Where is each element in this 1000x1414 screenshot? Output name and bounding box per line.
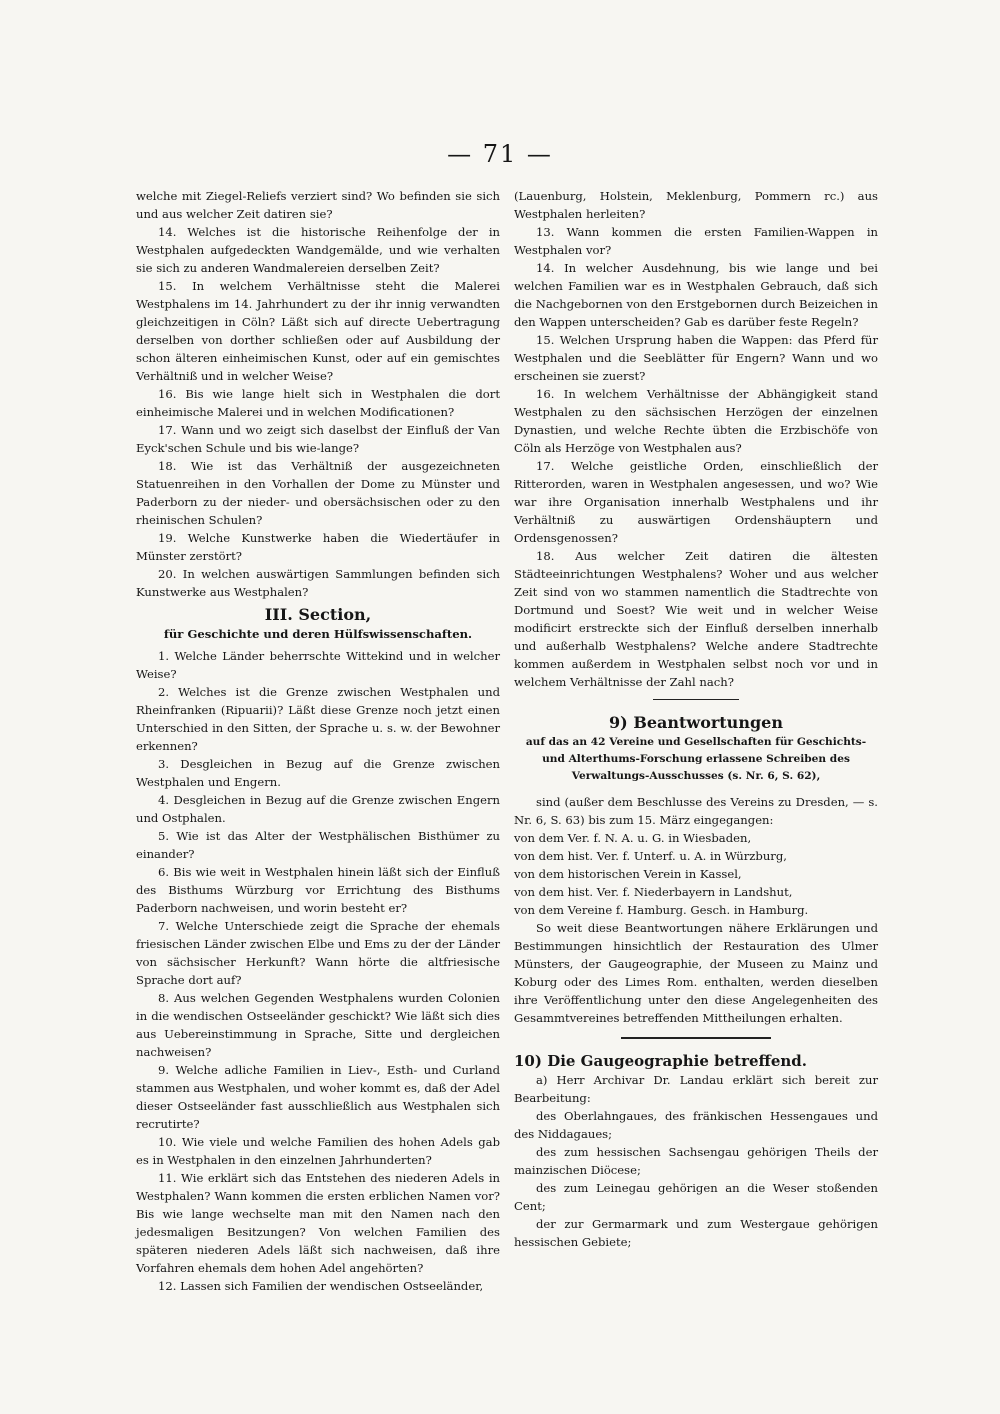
- paragraph: sind (außer dem Beschlusse des Vereins zu Dresden, — s. Nr. 6, S. 63) bis zum 15. März eingegangen:: [514, 795, 878, 827]
- page-number: — 71 —: [447, 140, 553, 168]
- list-item: des Oberlahngaues, des fränkischen Hessengaues und des Niddagaues;: [514, 1109, 878, 1141]
- heading-beantwortungen: 9) Beantwortungen: [609, 713, 783, 732]
- paragraph: 16. Bis wie lange hielt sich in Westphalen die dort einheimische Malerei und in welchen Modificationen?: [136, 387, 500, 419]
- left-column: [136, 187, 500, 1295]
- question: 17. Welche geistliche Orden, einschließlich der Ritterorden, waren in Westphalen angesessen, und wo? Wie war ihre Organisation innerhalb Westphalens und ihr Verhältniß zu auswärtigen Ordenshäuptern und Ordensgenossen?: [514, 459, 878, 545]
- list-item: des zum hessischen Sachsengau gehörigen Theils der mainzischen Diöcese;: [514, 1145, 878, 1177]
- paragraph: 20. In welchen auswärtigen Sammlungen befinden sich Kunstwerke aus Westphalen?: [136, 567, 500, 599]
- list-item: von dem hist. Ver. f. Unterf. u. A. in Würzburg,: [514, 849, 787, 863]
- question: 11. Wie erklärt sich das Entstehen des niederen Adels in Westphalen? Wann kommen die ersten erblichen Namen vor? Bis wie lange wechselte man mit den Namen nach den jedesmaligen Besitzungen? Von welchen Familien des späteren niederen Adels läßt sich nachweisen, daß ihre Vorfahren ehemals dem hohen Adel angehörten?: [136, 1171, 500, 1275]
- question: 14. In welcher Ausdehnung, bis wie lange und bei welchen Familien war es in Westphalen Gebrauch, daß sich die Nachgebornen von den Erstgebornen durch Beizeichen in den Wappen unterscheiden? Gab es darüber feste Regeln?: [514, 261, 878, 329]
- question: 16. In welchem Verhältnisse der Abhängigkeit stand Westphalen zu den sächsischen Herzögen der einzelnen Dynastien, und welche Rechte übten die Erzbischöfe von Cöln als Herzöge von Westphalen aus?: [514, 387, 878, 455]
- paragraph: 15. In welchem Verhältnisse steht die Malerei Westphalens im 14. Jahrhundert zu der ihr innig verwandten gleichzeitigen in Cöln? Läßt sich auf directe Uebertragung derselben von dorther schließen oder auf Ausbildung der schon älteren einheimischen Kunst, oder auf ein gemischtes Verhältniß und in welcher Weise?: [136, 279, 500, 383]
- paragraph: 19. Welche Kunstwerke haben die Wiedertäufer in Münster zerstört?: [136, 531, 500, 563]
- list-item: von dem historischen Verein in Kassel,: [514, 867, 742, 881]
- list-item: von dem Ver. f. N. A. u. G. in Wiesbaden,: [514, 831, 752, 845]
- list-item: von dem Vereine f. Hamburg. Gesch. in Hamburg.: [514, 903, 809, 917]
- question: 15. Welchen Ursprung haben die Wappen: das Pferd für Westphalen und die Seeblätter für Engern? Wann und wo erscheinen sie zuerst?: [514, 333, 878, 383]
- paragraph: a) Herr Archivar Dr. Landau erklärt sich bereit zur Bearbeitung:: [514, 1073, 878, 1105]
- question: 7. Welche Unterschiede zeigt die Sprache der ehemals friesischen Länder zwischen Elbe und Ems zu der der Länder von sächsischer Herkunft? Wann hörte die altfriesische Sprache dort auf?: [136, 919, 500, 987]
- heading-gaugeographie: 10) Die Gaugeographie betreffend.: [514, 1052, 807, 1070]
- list-item: von dem hist. Ver. f. Niederbayern in Landshut,: [514, 885, 793, 899]
- section-title: III. Section,: [264, 605, 372, 624]
- question: 6. Bis wie weit in Westphalen hinein läßt sich der Einfluß des Bisthums Würzburg vor Errichtung des Bisthums Paderborn nachweisen, und worin besteht er?: [136, 865, 500, 915]
- divider: [621, 1037, 771, 1039]
- question: 3. Desgleichen in Bezug auf die Grenze zwischen Westphalen und Engern.: [136, 757, 500, 789]
- paragraph: 14. Welches ist die historische Reihenfolge der in Westphalen aufgedeckten Wandgemälde, und wie verhalten sie sich zu anderen Wandmalereien derselben Zeit?: [136, 225, 500, 275]
- question: 8. Aus welchen Gegenden Westphalens wurden Colonien in die wendischen Ostseeländer geschickt? Wie läßt sich dies aus Uebereinstimmung in Sprache, Sitte und dergleichen nachweisen?: [136, 991, 500, 1059]
- question: 5. Wie ist das Alter der Westphälischen Bisthümer zu einander?: [136, 829, 500, 861]
- section-subtitle: für Geschichte und deren Hülfswissenschaften.: [163, 627, 473, 641]
- question: 9. Welche adliche Familien in Liev-, Esth- und Curland stammen aus Westphalen, und woher kommt es, daß der Adel dieser Ostseeländer fast ausschließlich aus Westphalen sich recrutirte?: [136, 1063, 500, 1131]
- question: 13. Wann kommen die ersten Familien-Wappen in Westphalen vor?: [514, 225, 878, 257]
- heading-beantwortungen-subtitle: auf das an 42 Vereine und Gesellschaften für Geschichts- und Alterthums-Forschung erlassene Schreiben des Verwaltungs-Ausschusses (s. Nr. 6, S. 62),: [525, 736, 867, 782]
- paragraph: 17. Wann und wo zeigt sich daselbst der Einfluß der Van Eyck'schen Schule und bis wie-lange?: [136, 423, 500, 455]
- divider: [653, 699, 739, 700]
- list-item: des zum Leinegau gehörigen an die Weser stoßenden Cent;: [514, 1181, 878, 1213]
- paragraph: 18. Wie ist das Verhältniß der ausgezeichneten Statuenreihen in den Vorhallen der Dome zu Münster und Paderborn zu der nieder- und obersächsischen oder zu den rheinischen Schulen?: [136, 459, 500, 527]
- question: 12. Lassen sich Familien der wendischen Ostseeländer,: [158, 1279, 484, 1293]
- question: 18. Aus welcher Zeit datiren die ältesten Städteeinrichtungen Westphalens? Woher und aus welcher Zeit sind von wo stammen namentlich die Stadtrechte von Dortmund und Soest? Wie weit und in welcher Weise modificirt erstreckte sich der Einfluß derselben innerhalb und außerhalb Westphalens? Welche andere Stadtrechte kommen außerdem in Westphalen selbst noch vor und in welchem Verhältnisse der Zahl nach?: [514, 549, 878, 689]
- list-item: der zur Germarmark und zum Westergaue gehörigen hessischen Gebiete;: [514, 1217, 878, 1249]
- question: 2. Welches ist die Grenze zwischen Westphalen und Rheinfranken (Ripuarii)? Läßt diese Grenze noch jetzt einen Unterschied in den Sitten, der Sprache u. s. w. der Bewohner erkennen?: [136, 685, 500, 753]
- paragraph: welche mit Ziegel-Reliefs verziert sind? Wo befinden sie sich und aus welcher Zeit datiren sie?: [136, 189, 500, 221]
- question: 10. Wie viele und welche Familien des hohen Adels gab es in Westphalen in den einzelnen Jahrhunderten?: [136, 1135, 500, 1167]
- question: 4. Desgleichen in Bezug auf die Grenze zwischen Engern und Ostphalen.: [136, 793, 500, 825]
- question: (Lauenburg, Holstein, Meklenburg, Pommern rc.) aus Westphalen herleiten?: [514, 189, 878, 221]
- paragraph: So weit diese Beantwortungen nähere Erklärungen und Bestimmungen hinsichtlich der Restauration des Ulmer Münsters, der Gaugeographie, der Museen zu Mainz und Koburg oder des Limes Rom. enthalten, werden dieselben ihre Veröffentlichung unter den diese Angelegenheiten des Gesammtvereines betreffenden Mittheilungen erhalten.: [514, 921, 878, 1025]
- question: 1. Welche Länder beherrschte Wittekind und in welcher Weise?: [136, 649, 500, 681]
- right-column: [514, 187, 878, 1251]
